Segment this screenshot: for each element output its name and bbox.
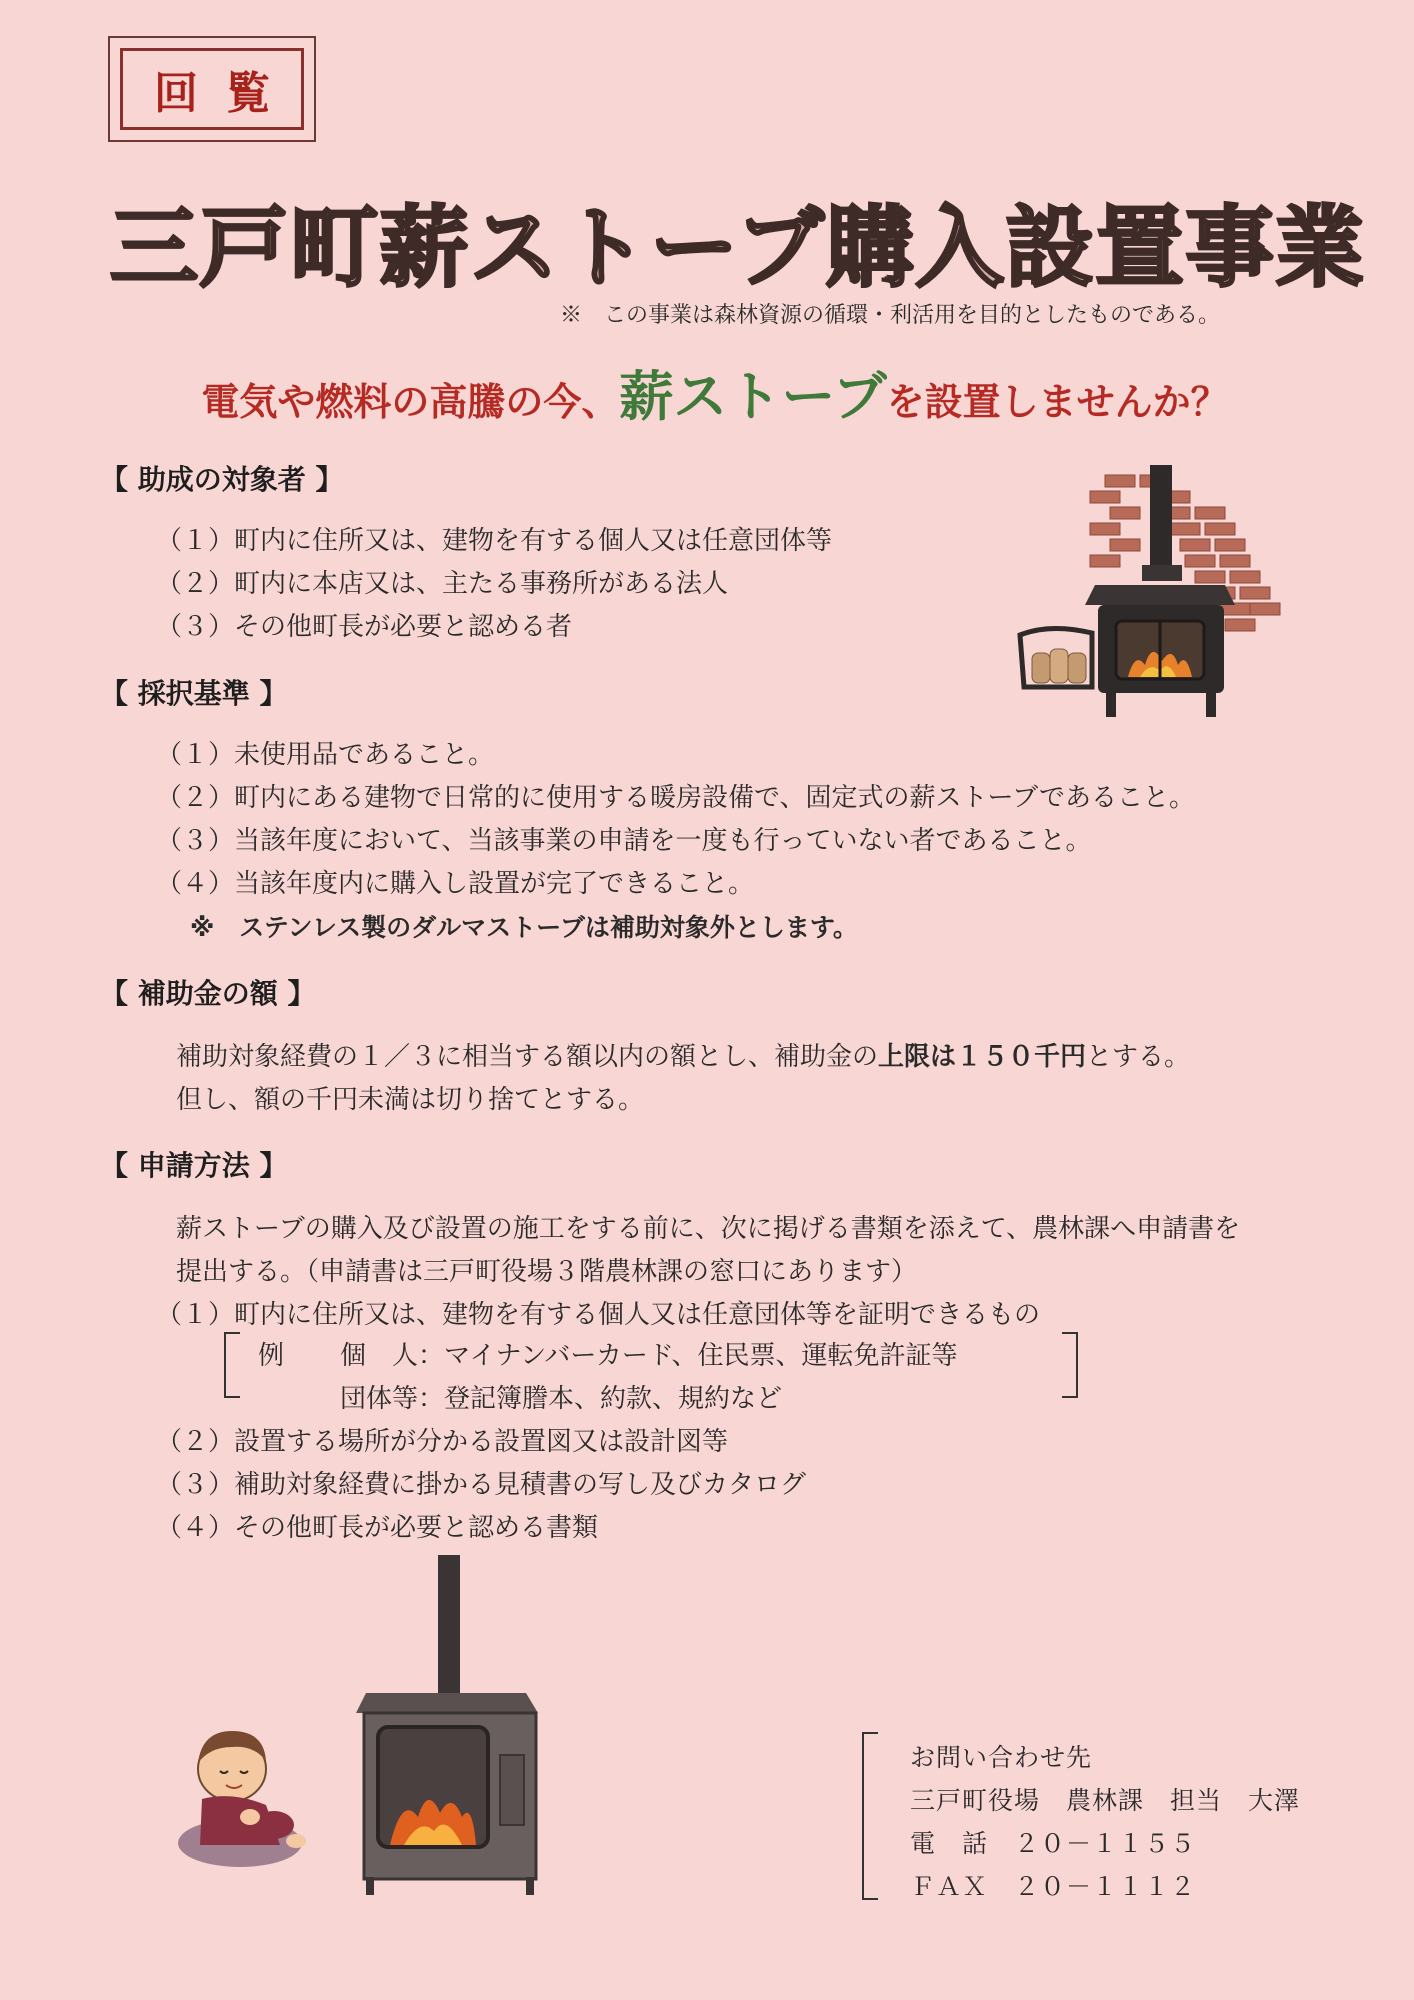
criteria-item-2: （２）町内にある建物で日常的に使用する暖房設備で、固定式の薪ストーブであること。	[156, 783, 1195, 813]
example-label: 例	[258, 1341, 285, 1371]
stamp-text: 回覧	[154, 68, 298, 119]
example-row-group	[340, 1378, 782, 1415]
criteria-item-1: （１）未使用品であること。	[156, 740, 495, 770]
example-row-group-value: 登記簿謄本、約款、規約など	[444, 1384, 783, 1414]
amount-line-2: 但し、額の千円未満は切り捨てとする。	[176, 1085, 645, 1115]
apply-para-2: 提出する。（申請書は三戸町役場３階農林課の窓口にあります）	[176, 1257, 918, 1287]
contact-fax: ＦＡＸ ２０－１１１２	[910, 1872, 1197, 1901]
example-row-individual	[340, 1335, 958, 1372]
catch-before: 電気や燃料の高騰の今、	[201, 380, 620, 424]
example-bracket-right	[1062, 1332, 1078, 1398]
stamp-inner-frame	[120, 48, 304, 130]
section-heading-apply: 【 申請方法 】	[100, 1149, 288, 1182]
example-row-individual-label: 個 人：	[340, 1341, 445, 1371]
criteria-item-3: （３）当該年度において、当該事業の申請を一度も行っていない者であること。	[156, 826, 1092, 856]
child-by-stove-illustration	[170, 1555, 570, 1895]
apply-para-1: 薪ストーブの購入及び設置の施工をする前に、次に掲げる書類を添えて、農林課へ申請書を	[176, 1214, 1241, 1244]
contact-bracket	[862, 1732, 878, 1900]
criteria-item-4: （４）当該年度内に購入し設置が完了できること。	[156, 869, 755, 899]
apply-item-4: （４）その他町長が必要と認める書類	[156, 1513, 599, 1543]
section-heading-eligible: 【 助成の対象者 】	[100, 463, 344, 496]
contact-heading: お問い合わせ先	[910, 1743, 1093, 1772]
eligible-item-1: （１）町内に住所又は、建物を有する個人又は任意団体等	[156, 526, 833, 556]
catch-copy	[140, 354, 1290, 431]
apply-item-2: （２）設置する場所が分かる設置図又は設計図等	[156, 1427, 729, 1457]
catch-highlight: 薪ストーブ	[619, 365, 887, 428]
example-row-group-label: 団体等：	[340, 1384, 445, 1414]
contact-office: 三戸町役場 農林課 担当 大澤	[910, 1786, 1301, 1815]
title-note: ※ この事業は森林資源の循環・利活用を目的としたものである。	[560, 303, 1221, 328]
amount-line-1	[176, 1036, 1190, 1073]
amount-line-1-a: 補助対象経費の１／３に相当する額以内の額とし、補助金の	[176, 1042, 879, 1072]
contact-phone: 電 話 ２０－１１５５	[910, 1829, 1197, 1858]
amount-line-1-c: とする。	[1086, 1042, 1191, 1072]
catch-after: を設置しませんか？	[886, 380, 1229, 424]
eligible-item-2: （２）町内に本店又は、主たる事務所がある法人	[156, 569, 729, 599]
section-heading-criteria: 【 採択基準 】	[100, 677, 288, 710]
page-title: 三戸町薪ストーブ購入設置事業	[110, 196, 1366, 299]
apply-item-3: （３）補助対象経費に掛かる見積書の写し及びカタログ	[156, 1470, 807, 1500]
amount-cap: 上限は１５０千円	[878, 1042, 1087, 1072]
apply-item-1: （１）町内に住所又は、建物を有する個人又は任意団体等を証明できるもの	[156, 1300, 1041, 1330]
eligible-item-3: （３）その他町長が必要と認める者	[156, 612, 573, 642]
section-heading-amount: 【 補助金の額 】	[100, 977, 316, 1010]
example-row-individual-value: マイナンバーカード、住民票、運転免許証等	[444, 1341, 958, 1371]
example-bracket-left	[224, 1332, 240, 1398]
criteria-note: ※ ステンレス製のダルマストーブは補助対象外とします。	[190, 913, 858, 942]
circular-stamp	[108, 36, 316, 142]
wood-stove-brick-wall-illustration	[1010, 455, 1290, 720]
